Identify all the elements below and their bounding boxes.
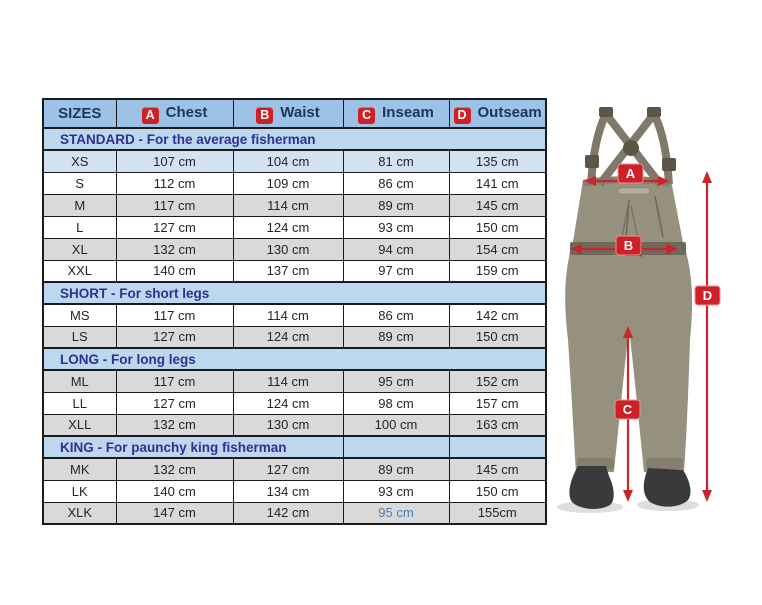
- outseam-cell: 141 cm: [449, 172, 546, 194]
- outseam-cell: 145 cm: [449, 194, 546, 216]
- size-row-xxl: [43, 260, 546, 282]
- chest-cell: 140 cm: [116, 480, 233, 502]
- column-header-chest: [116, 99, 233, 128]
- column-header-inseam: [343, 99, 449, 128]
- section-title: STANDARD - For the average fisherman: [43, 128, 546, 150]
- waist-cell: 114 cm: [233, 194, 343, 216]
- inseam-cell: 95 cm: [343, 370, 449, 392]
- size-cell: LS: [43, 326, 116, 348]
- size-row-lk: [43, 480, 546, 502]
- inseam-cell: 89 cm: [343, 326, 449, 348]
- chest-cell: 112 cm: [116, 172, 233, 194]
- measure-label-c: [615, 400, 640, 419]
- size-row-xlk: [43, 502, 546, 524]
- waist-cell: 124 cm: [233, 326, 343, 348]
- size-cell: L: [43, 216, 116, 238]
- section-title: KING - For paunchy king fisherman: [43, 436, 343, 458]
- waist-cell: 130 cm: [233, 238, 343, 260]
- section-title: LONG - For long legs: [43, 348, 546, 370]
- table-header-row: [43, 99, 546, 128]
- size-cell: LK: [43, 480, 116, 502]
- column-header-waist: [233, 99, 343, 128]
- suspender-cross-pad: [623, 140, 639, 156]
- size-row-ll: [43, 392, 546, 414]
- chest-logo-strip: [618, 188, 650, 194]
- section-title: SHORT - For short legs: [43, 282, 546, 304]
- waist-cell: 109 cm: [233, 172, 343, 194]
- section-row: [43, 282, 546, 304]
- size-row-ls: [43, 326, 546, 348]
- boot-left: [569, 466, 613, 509]
- outseam-cell: 154 cm: [449, 238, 546, 260]
- waist-cell: 114 cm: [233, 304, 343, 326]
- boot-right: [644, 468, 691, 507]
- inseam-cell: 93 cm: [343, 480, 449, 502]
- size-cell: M: [43, 194, 116, 216]
- outseam-cell: 159 cm: [449, 260, 546, 282]
- size-row-xll: [43, 414, 546, 436]
- suspender-buckle-right: [662, 158, 676, 171]
- size-cell: MS: [43, 304, 116, 326]
- suspender-buckle-left: [585, 155, 599, 168]
- column-label-outseam: Outseam: [477, 103, 542, 121]
- inseam-arrowhead-bottom: [623, 490, 633, 502]
- inseam-cell: 89 cm: [343, 194, 449, 216]
- column-label-inseam: Inseam: [382, 103, 434, 121]
- wader-size-table: [42, 98, 547, 525]
- size-cell: XXL: [43, 260, 116, 282]
- section-row: [43, 128, 546, 150]
- chest-cell: 107 cm: [116, 150, 233, 172]
- outseam-cell: 135 cm: [449, 150, 546, 172]
- size-cell: MK: [43, 458, 116, 480]
- waist-cell: 142 cm: [233, 502, 343, 524]
- column-label-size: SIZES: [58, 105, 102, 122]
- outseam-arrowhead-top: [702, 171, 712, 183]
- svg-text:A: A: [625, 166, 636, 181]
- chest-cell: 140 cm: [116, 260, 233, 282]
- svg-text:B: B: [623, 238, 634, 253]
- chest-cell: 117 cm: [116, 194, 233, 216]
- size-row-m: [43, 194, 546, 216]
- chest-cell: 127 cm: [116, 216, 233, 238]
- ankle-cuff-right: [646, 458, 683, 469]
- section-row: [43, 348, 546, 370]
- inseam-cell: 100 cm: [343, 414, 449, 436]
- outseam-cell: 163 cm: [449, 414, 546, 436]
- inseam-cell: 81 cm: [343, 150, 449, 172]
- waist-cell: 124 cm: [233, 392, 343, 414]
- waist-cell: 134 cm: [233, 480, 343, 502]
- outseam-cell: 155cm: [449, 502, 546, 524]
- measure-label-d: [695, 286, 720, 305]
- measure-badge-b: B: [256, 107, 273, 124]
- size-row-xl: [43, 238, 546, 260]
- inseam-cell: 97 cm: [343, 260, 449, 282]
- waist-cell: 137 cm: [233, 260, 343, 282]
- suspender-tab-right: [647, 107, 661, 117]
- size-row-xs: [43, 150, 546, 172]
- chest-cell: 127 cm: [116, 326, 233, 348]
- inseam-cell: 98 cm: [343, 392, 449, 414]
- chest-cell: 117 cm: [116, 304, 233, 326]
- size-cell: XLK: [43, 502, 116, 524]
- measure-badge-a: A: [142, 107, 159, 124]
- column-label-waist: Waist: [280, 103, 320, 121]
- suspender-tab-left: [599, 107, 613, 117]
- column-label-chest: Chest: [165, 103, 208, 121]
- chest-cell: 132 cm: [116, 414, 233, 436]
- outseam-cell: 145 cm: [449, 458, 546, 480]
- outseam-cell: 142 cm: [449, 304, 546, 326]
- waist-cell: 130 cm: [233, 414, 343, 436]
- waist-cell: 114 cm: [233, 370, 343, 392]
- size-cell: XL: [43, 238, 116, 260]
- waist-cell: 127 cm: [233, 458, 343, 480]
- inseam-cell: 94 cm: [343, 238, 449, 260]
- inseam-cell: 95 cm: [343, 502, 449, 524]
- outseam-cell: 152 cm: [449, 370, 546, 392]
- size-row-ml: [43, 370, 546, 392]
- outseam-cell: 150 cm: [449, 216, 546, 238]
- section-row: [43, 436, 546, 458]
- measure-badge-d: D: [454, 107, 471, 124]
- size-row-ms: [43, 304, 546, 326]
- size-row-mk: [43, 458, 546, 480]
- column-header-size: [43, 99, 116, 128]
- size-row-s: [43, 172, 546, 194]
- wader-product-figure: [550, 85, 762, 525]
- size-cell: S: [43, 172, 116, 194]
- outseam-cell: 150 cm: [449, 480, 546, 502]
- inseam-cell: 93 cm: [343, 216, 449, 238]
- waist-cell: 104 cm: [233, 150, 343, 172]
- outseam-cell: 150 cm: [449, 326, 546, 348]
- section-empty-cell: [343, 436, 449, 458]
- svg-text:D: D: [702, 288, 713, 303]
- size-row-l: [43, 216, 546, 238]
- size-cell: LL: [43, 392, 116, 414]
- chest-cell: 127 cm: [116, 392, 233, 414]
- size-cell: ML: [43, 370, 116, 392]
- size-cell: XLL: [43, 414, 116, 436]
- measure-badge-c: C: [358, 107, 375, 124]
- section-empty-cell: [449, 436, 546, 458]
- inseam-cell: 86 cm: [343, 304, 449, 326]
- inseam-cell: 86 cm: [343, 172, 449, 194]
- chest-cell: 147 cm: [116, 502, 233, 524]
- column-header-outseam: [449, 99, 546, 128]
- measure-label-b: [616, 236, 641, 255]
- measure-label-a: [618, 164, 643, 183]
- outseam-arrowhead-bottom: [702, 490, 712, 502]
- waist-cell: 124 cm: [233, 216, 343, 238]
- chest-cell: 117 cm: [116, 370, 233, 392]
- outseam-cell: 157 cm: [449, 392, 546, 414]
- chest-cell: 132 cm: [116, 458, 233, 480]
- svg-text:C: C: [622, 402, 633, 417]
- inseam-cell: 89 cm: [343, 458, 449, 480]
- chest-cell: 132 cm: [116, 238, 233, 260]
- size-cell: XS: [43, 150, 116, 172]
